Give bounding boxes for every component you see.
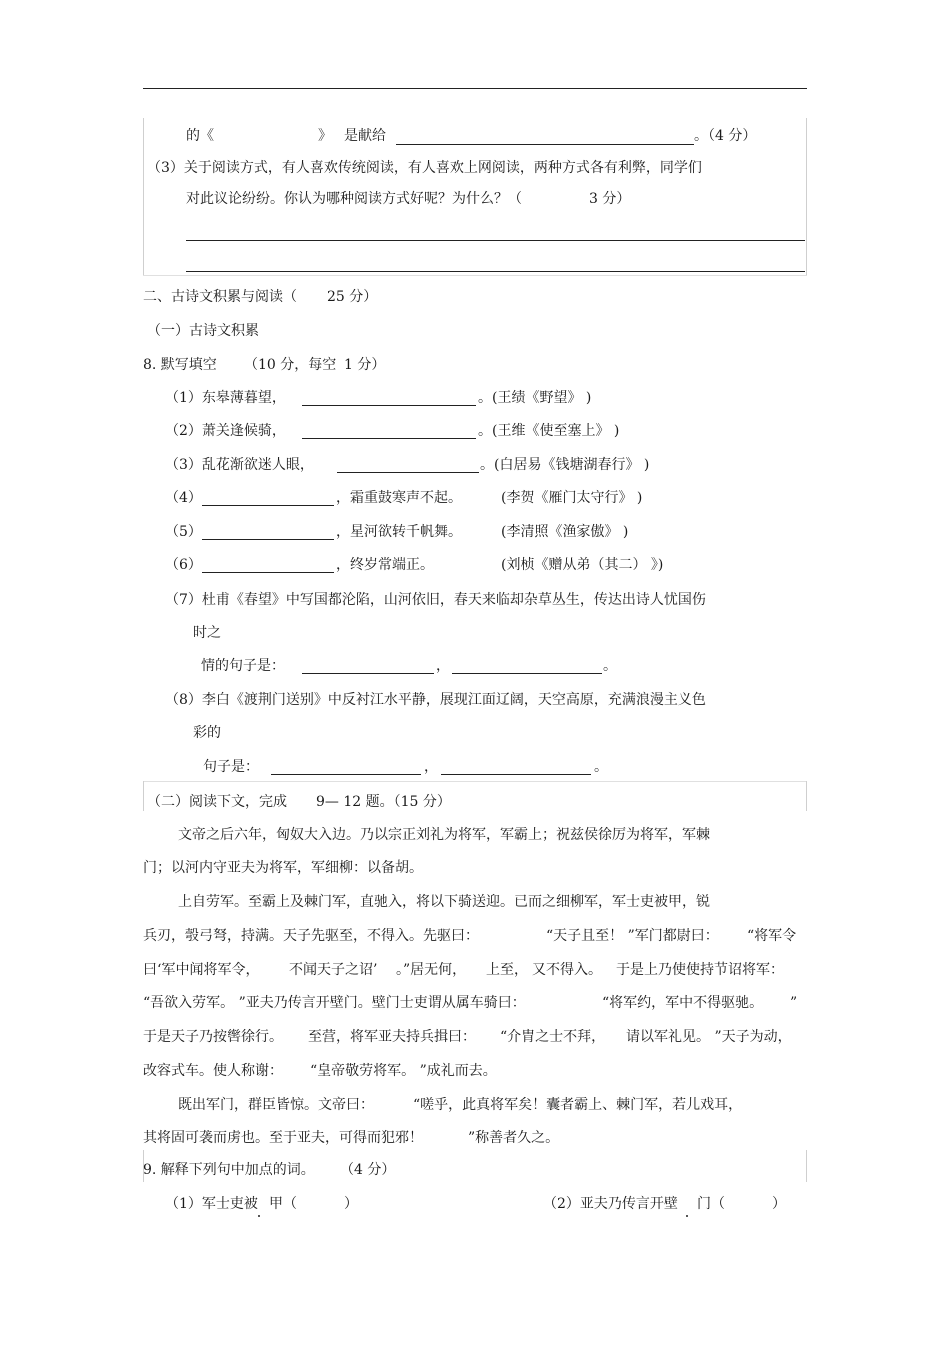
q8-item-6-text: ，终岁常端正。 bbox=[336, 557, 434, 573]
section2-score: 25 分） bbox=[327, 289, 378, 305]
box-right-border bbox=[806, 118, 807, 276]
passage-quote: “天子且至！ ”军门都尉曰： bbox=[546, 928, 719, 944]
q8-item-8-end: 。 bbox=[594, 759, 608, 775]
q7-line1 bbox=[186, 127, 332, 145]
passage-quote: “介胄之士不拜， bbox=[500, 1029, 606, 1045]
answer-blank[interactable] bbox=[271, 757, 421, 775]
passage-line: 不闻天子之诏’ bbox=[289, 962, 378, 978]
passage-quote: “将军令 bbox=[747, 928, 797, 944]
passage-line: “吾欲入劳军。 ”亚夫乃传言开壁门。壁门士吏谓从属车骑曰： bbox=[143, 995, 526, 1011]
q7-part3-score: 3 分） bbox=[589, 191, 631, 207]
q9-item-1-word: 甲（ bbox=[269, 1196, 297, 1212]
section2-title bbox=[143, 288, 297, 306]
q9-item-2-close: ） bbox=[772, 1196, 786, 1212]
passage-line: 门；以河内守亚夫为将军，军细柳：以备胡。 bbox=[143, 860, 423, 876]
item-pre: 东皋薄暮望， bbox=[201, 390, 286, 406]
q8-item-8-line3: 句子是： bbox=[203, 759, 259, 775]
item-pre: 乱花渐欲迷人眼， bbox=[201, 457, 314, 473]
answer-blank[interactable] bbox=[302, 656, 434, 674]
q8-score: （10 分，每空 bbox=[244, 357, 337, 373]
q8-item-1-src: 。(王绩《野望》 ) bbox=[478, 390, 592, 406]
q8-item-2-src: 。(王维《使至塞上》 ) bbox=[478, 423, 620, 439]
answer-line-2[interactable] bbox=[186, 271, 805, 272]
q8-item-7-end: 。 bbox=[603, 658, 617, 674]
q9-item-2-word: 门（ bbox=[697, 1196, 725, 1212]
passage-line: 改容式车。使人称谢： bbox=[143, 1063, 283, 1079]
q8-item-6-num: （6） bbox=[165, 557, 202, 573]
passage-quote: 请以军礼见。 ”天子为动， bbox=[626, 1029, 792, 1045]
q7-part3-line2: 对此议论纷纷。你认为哪种阅读方式好呢？为什么？（ bbox=[186, 191, 522, 207]
passage-quote: “皇帝敬劳将军。 ”成礼而去。 bbox=[310, 1063, 497, 1079]
emphasis-dot bbox=[258, 1215, 260, 1217]
section2-sub1: （一）古诗文积累 bbox=[147, 323, 259, 339]
q9-item-1: （1）军士吏被 bbox=[165, 1196, 258, 1212]
q7-line1-score: 。（4 分） bbox=[694, 128, 757, 144]
passage-quote: “将军约，军中不得驱驰。 bbox=[602, 995, 764, 1011]
reading-box-right bbox=[806, 781, 807, 811]
q8-score-per: 1 分） bbox=[344, 357, 386, 373]
passage-line: 于是上乃使使持节诏将军： bbox=[616, 962, 784, 978]
q9-title: 9. 解释下列句中加点的词。 bbox=[143, 1162, 315, 1178]
emphasis-dot bbox=[686, 1215, 688, 1217]
text: 的《 bbox=[186, 128, 214, 144]
header-rule bbox=[143, 88, 807, 89]
q8-item-4-text: ，霜重鼓寒声不起。 bbox=[336, 490, 462, 506]
q8-item-5-src: (李清照《渔家傲》 ) bbox=[501, 524, 629, 540]
passage-quote: ” bbox=[790, 995, 798, 1011]
text: 是献给 bbox=[344, 128, 386, 144]
answer-blank[interactable] bbox=[441, 757, 591, 775]
answer-blank[interactable] bbox=[202, 522, 334, 540]
q7-part3-line1: （3）关于阅读方式，有人喜欢传统阅读，有人喜欢上网阅读，两种方式各有利弊，同学们 bbox=[147, 160, 702, 176]
q8-item-5-text: ，星河欲转千帆舞。 bbox=[336, 524, 462, 540]
answer-blank[interactable] bbox=[302, 388, 476, 406]
passage-line: 上至， bbox=[486, 962, 528, 978]
passage-line: 至营，将军亚夫持兵揖曰： bbox=[308, 1029, 476, 1045]
q8-item-2 bbox=[165, 422, 286, 440]
box-bottom-border bbox=[143, 275, 807, 276]
answer-blank[interactable] bbox=[202, 555, 334, 573]
q8-item-3 bbox=[165, 456, 314, 474]
q7-line1-dedicate bbox=[344, 127, 386, 145]
passage-line: 又不得入。 bbox=[532, 962, 602, 978]
passage-line: 上自劳军。至霸上及棘门军，直驰入，将以下骑送迎。已而之细柳军，军士吏被甲，锐 bbox=[178, 894, 710, 910]
text: 》 bbox=[318, 128, 332, 144]
q8-title: 8. 默写填空 bbox=[143, 357, 217, 373]
reading-title-range: 9— 12 题。（15 分） bbox=[316, 794, 451, 810]
passage-line: 文帝之后六年，匈奴大入边。乃以宗正刘礼为将军，军霸上；祝兹侯徐厉为将军，军棘 bbox=[178, 827, 710, 843]
q8-item-8-line2: 彩的 bbox=[193, 725, 221, 741]
q8-item-3-src: 。(白居易《钱塘湖春行》 ) bbox=[480, 457, 650, 473]
passage-line: ”称善者久之。 bbox=[468, 1130, 560, 1146]
passage-line: 兵刃，彀弓弩，持满。天子先驱至，不得入。先驱曰： bbox=[143, 928, 479, 944]
q8-item-8-comma: ， bbox=[424, 759, 438, 775]
q8-item-4-src: (李贺《雁门太守行》 ) bbox=[501, 490, 643, 506]
answer-line-1[interactable] bbox=[186, 240, 805, 241]
passage-line: 。”居无何， bbox=[396, 962, 467, 978]
answer-blank[interactable] bbox=[396, 126, 694, 145]
item-num: （3） bbox=[165, 457, 202, 473]
item-num: （2） bbox=[165, 423, 202, 439]
q8-item-6-src: (刘桢《赠从弟（其二） 》) bbox=[501, 557, 664, 573]
passage-line: 于是天子乃按辔徐行。 bbox=[143, 1029, 283, 1045]
text: 二、古诗文积累与阅读（ bbox=[143, 289, 297, 305]
reading-box-left bbox=[143, 781, 144, 811]
q8-item-7-comma: ， bbox=[436, 658, 450, 674]
passage-quote: “嗟乎，此真将军矣！囊者霸上、棘门军，若儿戏耳， bbox=[413, 1097, 743, 1113]
passage-line: 曰‘军中闻将军令， bbox=[143, 962, 260, 978]
q8-item-4-num: （4） bbox=[165, 490, 202, 506]
answer-blank[interactable] bbox=[337, 455, 479, 473]
answer-blank[interactable] bbox=[452, 656, 602, 674]
item-num: （1） bbox=[165, 390, 202, 406]
box-left-border bbox=[143, 118, 144, 276]
answer-blank[interactable] bbox=[202, 488, 334, 506]
passage-line: 其将固可袭而虏也。至于亚夫，可得而犯邪！ bbox=[143, 1130, 423, 1146]
q8-item-8-line1: （8）李白《渡荆门送别》中反衬江水平静，展现江面辽阔，天空高原，充满浪漫主义色 bbox=[165, 692, 706, 708]
q8-item-7-line3: 情的句子是： bbox=[201, 658, 285, 674]
q9-item-1-close: ） bbox=[344, 1196, 358, 1212]
q8-item-5-num: （5） bbox=[165, 524, 202, 540]
item-pre: 萧关逢候骑， bbox=[201, 423, 286, 439]
reading-title: （二）阅读下文，完成 bbox=[147, 794, 287, 810]
reading-box-top bbox=[143, 781, 807, 782]
q8-item-1 bbox=[165, 389, 286, 407]
q9-box-right bbox=[806, 1150, 807, 1182]
q8-item-7-line2: 时之 bbox=[193, 625, 221, 641]
q9-score: （4 分） bbox=[340, 1162, 396, 1178]
answer-blank[interactable] bbox=[302, 421, 476, 439]
q9-item-2: （2）亚夫乃传言开壁 bbox=[543, 1196, 678, 1212]
passage-line: 既出军门，群臣皆惊。文帝曰： bbox=[178, 1097, 374, 1113]
q8-item-7-line1: （7）杜甫《春望》中写国都沦陷，山河依旧，春天来临却杂草丛生，传达出诗人忧国伤 bbox=[165, 592, 706, 608]
